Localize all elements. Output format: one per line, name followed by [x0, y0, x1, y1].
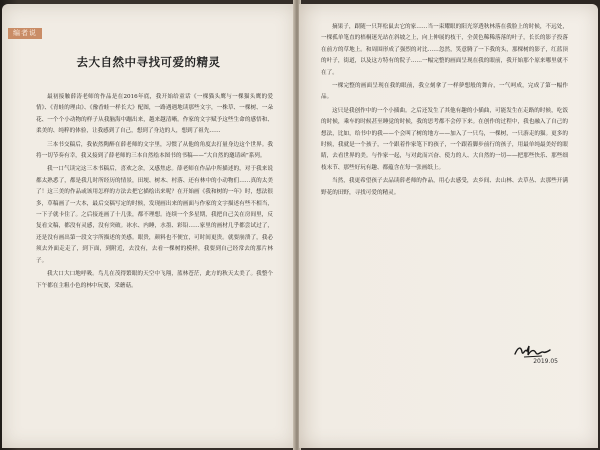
paragraph: 摘果子，跟随一只拜松鼠去它的家……当一束耀眼的阳光穿透秋林落在我脸上的时候，不远处，一棵孤单笔直的梧桐迷光站在斜坡之上，向上伸展的枝干，全黄色稀稀落落的叶子，长长的影子投落在前方的草地上。和周围形成了强烈的对比……忽然，笑意腾了一下我的头，那棵树的影子，红蓝顶的叶子，街道，以及这方特有的院子……一幅完整的画面呈现在我的眼前，我开始那个原来哪里就不在了。: [321, 24, 568, 76]
paragraph: 我大口大口地呼吸。鸟儿在茂得繁眼的天空中飞翔，蓝林苍茫，此方的秋天太美了。我整个下午都在主粗小色的林中玩耍，采蘑菇。: [36, 271, 273, 289]
section-tag: 编者说: [8, 28, 42, 39]
left-page: [2, 4, 295, 448]
right-page: [299, 4, 598, 448]
paragraph: 最初接触薛涛老师的作品是在2016年底，我开始给童话《一棵猫头鹰与一棵猫头鹰的爱情》、《青蛙的理由》、《豫香蛙一样长大》配图，一路遇遇地读那些文字，一株草、一棵树、一朵花、一个个小动物的样子从我脑海中蹦出来，越来越清晰。作家的文字赋予这些生命的感悟和、柔美的、纯粹的体验，让我感到了自己，想到了身边的人，想到了祖先……: [36, 94, 273, 135]
paragraph: 当然，我更希望孩子去品读薛老师的作品，用心去感受，去乡间、去山林、去草丛、去那些开满野花的田野，寻找可爱的精灵。: [321, 178, 568, 196]
paragraph: 我一口气读完这三本书稿后，喜欢之余，又感焦虑。薛老师在作品中所描述的，对于我来说都太熟悉了，都是我几时所经历的情景，田埂、树木、村落、还有林中的小动物们……真的太美了！这三美的作品或该用怎样的方法去把它描绘出来呢？在开始画《我和树的一年》时，想法很多，草稿画了一大本，最后交稿写定的时候，发现画出来的画面与作家的文字描述有些不相当，一下子就卡住了。之后接连画了十几张，都不理想。连续一个多星期，我把自己关在房间里，反复看文稿，都没有灵感，没有突破。冰水、内睡，水墨、彩铅……家里的画材几乎都尝试过了，还是没有画出第一段文字所描述的美感。眼贵，颜料也不便宜，可时间更贵。就要崩溃了，我必须去外面走走了，到下面，到附近，去没有，去看一棵树的模样，我要到自己经常去的那片林子。: [36, 166, 273, 264]
page-title: 去大自然中寻找可爱的精灵: [76, 55, 221, 69]
paragraph: 一棵完整的画面呈现在我的眼前，我立刻拿了一样夢想般的舞台，一气呵成，完成了第一幅作品。: [321, 83, 568, 101]
date-text: 2019.05: [533, 358, 558, 365]
right-body: [321, 22, 568, 201]
paragraph: 这只是我创作中的一个小插曲。之后还发生了其他有趣的小插曲，可能发生在走路的时候，吃饭的时候，乘车的时候甚至睡觉的时候，我的思考都不会停下来。在创作的过程中，我也融入了自己的想法，比如，给书中的我——个会叫了树的地方——加入了一只鸟，一棵树，一只游走的猫。更多的时候，我就是一个孩子，一个跟着作家笔下的孩子，一个跟着脚步前行的孩子，用最单纯最美好的眼睛，去看世界的美。与作家一起，与对此而兴奋、使力的人、大自然的一切——把那些快乐、那些细枝末节、那些好玩有趣、都蕴含在每一张画纸上。: [321, 107, 568, 171]
left-body: [36, 92, 273, 294]
paragraph: 三本书交稿后，我依然陶醉在薛老师的文字里，习惯了从他的角度去打量身边这个世界。我将一切节奏有幸，我又接到了薛老师的三本自然绘本图书的书稿——“大自然的邀请函”系列。: [36, 141, 273, 160]
